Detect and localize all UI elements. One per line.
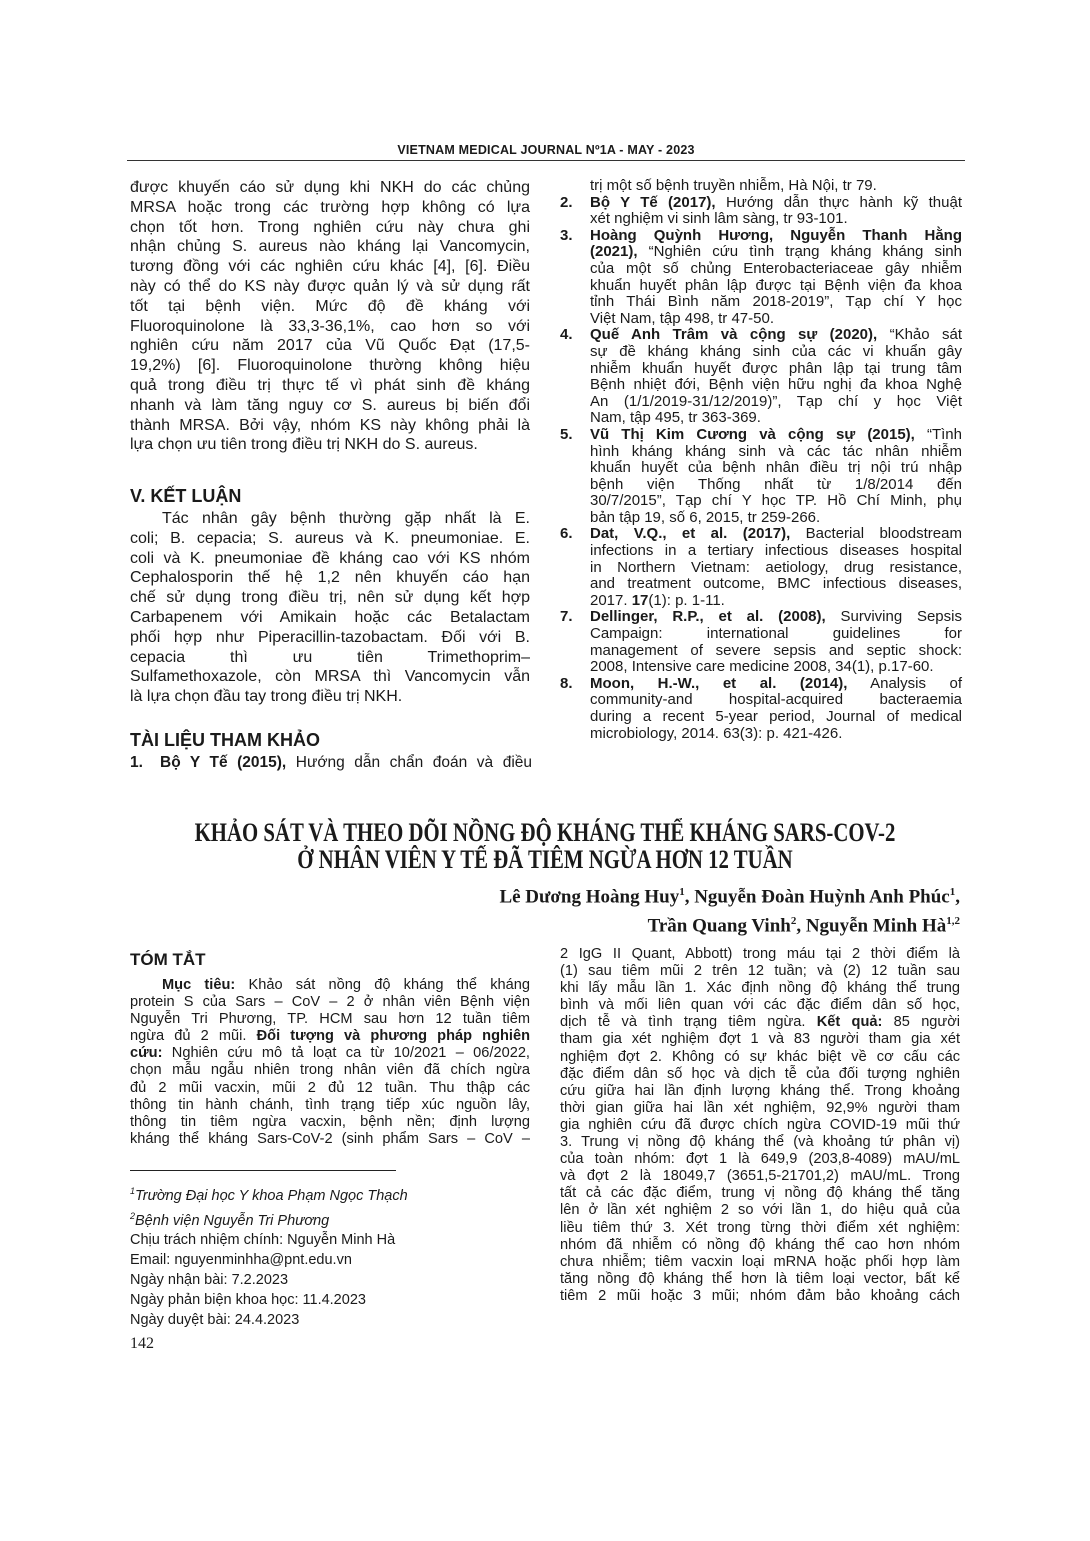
bold-text: Dellinger, R.P., et al. (2008), <box>590 608 826 626</box>
text: Surviving Sepsis <box>825 608 962 626</box>
text-line <box>130 277 530 297</box>
text-line <box>560 1254 960 1271</box>
text: microbiology, 2014. 63(3): p. 421-426. <box>590 724 843 742</box>
text: Nguyễn Tri Phương, TP. HCM sau hơn 12 tuần tiêm <box>130 1011 530 1028</box>
author-affiliation: 1 <box>679 886 685 898</box>
conclusion-paragraph <box>130 509 530 707</box>
text: phối hợp như Piperacillin-tazobactam. Đối với B. <box>130 628 530 646</box>
accepted-date: Ngày duyệt bài: 24.4.2023 <box>130 1312 300 1329</box>
text-line <box>590 510 962 527</box>
text-line <box>590 493 962 510</box>
text-line <box>560 963 960 980</box>
text-line <box>590 311 962 328</box>
text-line <box>130 529 530 549</box>
text: chọn mẫu ngẫu nhiên trong nhân viên đã chích ngừa <box>130 1062 530 1079</box>
references-heading: TÀI LIỆU THAM KHẢO <box>130 730 320 750</box>
text-line <box>130 549 530 569</box>
reference-item <box>560 609 962 675</box>
affiliation-1 <box>130 1182 408 1207</box>
bold-text: Quế Anh Trâm và cộng sự (2020), <box>590 326 878 344</box>
bold-text: Hoàng Quỳnh Hương, Nguyễn Thanh Hằng <box>590 226 962 244</box>
bold-text: Bộ Y Tế (2017), <box>590 193 716 211</box>
affiliation-text: Trường Đại học Y khoa Phạm Ngọc Thạch <box>135 1187 408 1204</box>
footnote-marker: 2 <box>130 1210 136 1221</box>
text-line <box>560 1202 960 1219</box>
bold-text: Dat, V.Q., et al. (2017), <box>590 525 791 543</box>
text-line <box>130 608 530 628</box>
text: An (1/1/2019-31/12/2019)”, Tạp chí y học Việt <box>590 392 962 410</box>
text-line <box>590 344 962 361</box>
text: 19,2%) [6]. Fluoroquinolone thường không hiệu <box>130 357 530 375</box>
text-line <box>590 643 962 660</box>
text: khi lấy mẫu lần 1. Xác định nồng độ kháng thể trung <box>560 980 960 997</box>
text-line <box>590 394 962 411</box>
text: in Northern Vietnam: aetiology, drug resistance, <box>590 558 962 576</box>
text-line <box>590 377 962 394</box>
reference-number: 1. <box>130 754 143 771</box>
text-line <box>560 1031 960 1048</box>
text-line <box>130 237 530 257</box>
text-line <box>560 946 960 963</box>
text: 3. Trung vị nồng độ kháng thể (và khoảng tứ phân vị) <box>560 1134 960 1151</box>
text-line <box>130 667 530 687</box>
text: hình kháng kháng sinh và các tác nhân nhiễm <box>590 442 962 460</box>
email: Email: nguyenminhha@pnt.edu.vn <box>130 1252 352 1269</box>
text-line <box>590 261 962 278</box>
text: bình và mối liên quan với các đặc điểm dân số học, <box>560 997 960 1014</box>
text: MRSA hoặc trong các trường hợp không có lựa <box>130 198 530 216</box>
text-line <box>130 396 530 416</box>
text: khuẩn huyết của bệnh nhân điều trị nội trú nhập <box>590 459 962 477</box>
footnote-rule <box>130 1170 396 1171</box>
text-line <box>590 593 962 610</box>
reference-number: 4. <box>560 326 573 344</box>
text-line <box>130 687 530 707</box>
text-line <box>130 1028 530 1045</box>
abstract-heading: TÓM TẮT <box>130 950 206 969</box>
text-line <box>590 576 962 593</box>
text: thông tin tiêm ngừa vacxin, bệnh nền; định lượng <box>130 1113 530 1130</box>
text: quả trong điều trị thực tế vì phát sinh đề kháng <box>130 376 530 394</box>
reference-number: 5. <box>560 425 573 443</box>
author-name: Lê Dương Hoàng Huy <box>499 886 680 908</box>
text: bệnh viện Thống nhất từ 1/8/2014 đến <box>590 475 962 493</box>
text: protein S của Sars – CoV – 2 ở nhân viên Bệnh viện <box>130 994 530 1011</box>
reference-item <box>560 676 962 742</box>
bold-text: Đối tượng và phương pháp nghiên <box>256 1028 531 1045</box>
discussion-paragraph <box>130 178 530 455</box>
text-line <box>130 628 530 648</box>
text-line <box>560 1014 960 1031</box>
author-list <box>499 880 960 939</box>
reference-1-continued <box>560 178 962 195</box>
text: sự đề kháng kháng sinh của các vi khuẩn gây <box>590 342 962 360</box>
text-line <box>590 228 962 245</box>
text-line <box>590 361 962 378</box>
author-line-1: Lê Dương Hoàng Huy$^1$, Nguyễn Đoàn Huỳnh Anh Phúc$^1$, <box>499 886 960 908</box>
affiliation-text: Bệnh viện Nguyễn Tri Phương <box>135 1212 330 1229</box>
review-date: Ngày phản biện khoa học: 11.4.2023 <box>130 1292 366 1309</box>
text: “Nghiên cứu tình trạng kháng kháng sinh <box>637 243 962 261</box>
text: cepacia thì ưu tiên Trimethoprim– <box>130 648 530 666</box>
text: khuẩn huyết phân lập được tại Bệnh viện đa khoa <box>590 276 962 294</box>
text-line <box>130 1097 530 1114</box>
text-line <box>590 560 962 577</box>
text-line <box>590 244 962 261</box>
reference-number: 8. <box>560 674 573 692</box>
text-line <box>130 198 530 218</box>
bold-text: Kết quả: <box>816 1014 883 1031</box>
text: tất cả các đặc điểm, trung vị nồng độ kháng thể tăng <box>560 1185 960 1202</box>
text: Khảo sát nồng độ kháng thể kháng <box>235 977 530 993</box>
text-line <box>590 195 962 212</box>
text-line <box>130 376 530 396</box>
text: thành MRSA. Bởi vậy, nhóm KS này không phải là <box>130 416 530 434</box>
author-affiliation: 2 <box>790 915 797 928</box>
reference-items <box>560 195 962 743</box>
text: tỉnh Thái Bình năm 2018-2019”, Tạp chí Y học <box>590 293 962 311</box>
author-affiliation: 1,2 <box>946 915 960 928</box>
text: community-and hospital-acquired bacteraemia <box>590 691 962 709</box>
text: Nghiên cứu mô tả loạt ca từ 10/2021 – 06/2022, <box>162 1045 530 1062</box>
text-line <box>560 1151 960 1168</box>
text-line <box>560 1185 960 1202</box>
text: “Tình <box>914 425 962 443</box>
text-line <box>130 1114 530 1131</box>
author-name: Trần Quang Vinh <box>647 915 791 937</box>
received-date: Ngày nhận bài: 7.2.2023 <box>130 1272 289 1289</box>
text-line <box>590 427 962 444</box>
text: (1) sau tiêm mũi 2 trên 12 tuần; và (2) 12 tuần sau <box>560 963 960 980</box>
text: tốt tại bệnh viện. Mức độ đề kháng với <box>130 297 530 315</box>
text-line <box>130 1131 530 1148</box>
text-line <box>590 278 962 295</box>
text-line <box>560 1066 960 1083</box>
text: trị một số bệnh truyền nhiễm, Hà Nội, tr 79. <box>590 177 877 194</box>
text-line <box>590 460 962 477</box>
article-title-line-2: Ở NHÂN VIÊN Y TẾ ĐÃ TIÊM NGỪA HƠN 12 TUẦN <box>297 845 793 874</box>
text: Nam, tập 495, tr 363-369. <box>590 409 761 427</box>
text-line <box>560 997 960 1014</box>
text: Analysis of <box>847 674 962 692</box>
author-affiliation: 1 <box>949 886 956 898</box>
footnotes <box>130 1182 408 1331</box>
reference-item <box>560 427 962 527</box>
text: and treatment outcome, BMC infectious diseases, <box>590 575 962 593</box>
text: chế sử dụng trong điều trị, nên sử dụng kết hợp <box>130 589 530 607</box>
text: xét nghiệm vi sinh lâm sàng, tr 93-101. <box>590 210 848 228</box>
text: dịch tễ và tình trạng tiêm ngừa. <box>560 1014 817 1031</box>
text: nghiệm đợt 2. Không có sự khác biệt về cơ cấu các <box>560 1048 960 1065</box>
reference-list-left <box>130 755 532 772</box>
text-line <box>590 692 962 709</box>
text-line <box>560 1288 960 1305</box>
text-line <box>590 726 962 743</box>
reference-list-right <box>560 178 962 742</box>
text: Carbapenem với Amikain hoặc các Betalactam <box>130 608 530 626</box>
text-line <box>130 317 530 337</box>
text-line <box>590 676 962 693</box>
text-line <box>590 327 962 344</box>
text-line <box>130 648 530 668</box>
text: liều tiêm thứ 3. Xét trong từng thời điểm xét nghiệm: <box>560 1219 960 1236</box>
text: coli; B. cepacia; S. aureus và K. pneumoniae. E. <box>130 529 530 547</box>
bold-text: (2021), <box>590 243 638 261</box>
text: và đợt 2 là 18049,7 (3651,5-21701,2) mAU/mL. Trong <box>560 1168 960 1185</box>
text-line <box>130 1045 530 1062</box>
journal-header: VIETNAM MEDICAL JOURNAL Nº1A - MAY - 2023 <box>397 143 695 157</box>
reference-item <box>560 327 962 427</box>
bold-text: cứu: <box>130 1045 163 1062</box>
text: nghiên cứu năm 2017 của Vũ Quốc Đạt (17,5- <box>130 337 530 355</box>
bold-text: Bộ Y Tế (2015), <box>160 754 287 771</box>
text: Việt Nam, tập 498, tr 47-50. <box>590 309 774 327</box>
text: Bệnh nhiệt đới, Bệnh viện hữu nghị đa khoa Nghệ <box>590 376 962 394</box>
reference-item <box>560 228 962 328</box>
text-line <box>130 416 530 436</box>
text: 2008, Intensive care medicine 2008, 34(1), p.17-60. <box>590 658 934 676</box>
text: nhận chủng S. aureus nào kháng lại Vancomycin, <box>130 238 530 256</box>
text: bản tập 19, số 6, 2015, tr 259-266. <box>590 508 821 526</box>
text: thông tin hành chánh, tình trạng tiếp xúc nguồn lây, <box>130 1096 530 1113</box>
page-number: 142 <box>130 1335 154 1352</box>
responsible-author: Chịu trách nhiệm chính: Nguyễn Minh Hà <box>130 1232 396 1249</box>
text-line <box>130 435 530 455</box>
text: nhanh và làm tăng nguy cơ S. aureus bị biến đổi <box>130 396 530 414</box>
text: chưa nhiễm; tiêm vacxin loại mRNA hoặc phối hợp làm <box>560 1253 960 1270</box>
article-title-line-1: KHẢO SÁT VÀ THEO DÕI NỒNG ĐỘ KHÁNG THỂ KHÁNG SARS-COV-2 <box>194 818 896 847</box>
text-line <box>560 1117 960 1134</box>
bold-text: 17 <box>631 591 649 609</box>
text: chọn tốt hơn. Trong nghiên cứu này chưa ghi <box>130 218 530 236</box>
text-line <box>130 178 530 198</box>
text: management of severe sepsis and septic shock: <box>590 641 962 659</box>
text: nhiễm khuẩn huyết được phân lập tại trung tâm <box>590 359 962 377</box>
conclusion-heading: V. KẾT LUẬN <box>130 486 242 506</box>
text-line <box>560 1083 960 1100</box>
text: Cephalosporin thế hệ 1,2 nên khuyến cáo hạn <box>130 569 530 587</box>
text: lựa chọn ưu tiên trong điều trị NKH do S. aureus. <box>130 436 478 454</box>
affiliation-2 <box>130 1207 408 1232</box>
text: của một số chủng Enterobacteriaceae gây nhiễm <box>590 259 962 277</box>
text: đủ 2 mũi vacxin, mũi 2 đủ 12 tuần. Thu thập các <box>130 1079 530 1096</box>
text-line <box>590 444 962 461</box>
text-line <box>560 1134 960 1151</box>
text-line <box>590 709 962 726</box>
text-line <box>130 356 530 376</box>
text-line <box>130 994 530 1011</box>
text: này có thể do KS này được quản lý và sử dụng rất <box>130 277 530 295</box>
text-line <box>590 543 962 560</box>
bold-text: Vũ Thị Kim Cương và cộng sự (2015), <box>590 425 915 443</box>
text-line <box>130 1080 530 1097</box>
text: Tác nhân gây bệnh thường gặp nhất là E. <box>162 510 530 527</box>
text: được khuyến cáo sử dụng khi NKH do các chủng <box>130 179 530 196</box>
text: tương đồng với các nghiên cứu khác [4], [6]. Điều <box>130 258 530 276</box>
author-name: Nguyễn Đoàn Huỳnh Anh Phúc <box>694 886 950 908</box>
text: Hướng dẫn chẩn đoán và điều <box>286 754 532 771</box>
text: tăng nồng độ kháng thể hơn là tiêm loại vector, bất kể <box>560 1270 960 1287</box>
text: của toàn nhóm: đợt 1 là 649,9 (203,8-4089) mAU/mL <box>560 1151 960 1168</box>
text-line <box>130 509 530 529</box>
text-line <box>130 977 530 994</box>
text: Hướng dẫn thực hành kỹ thuật <box>715 193 962 211</box>
text: Fluoroquinolone là 33,3-36,1%, cao hơn so với <box>130 317 530 335</box>
text-line <box>130 1062 530 1079</box>
text-line <box>590 294 962 311</box>
bold-text: Mục tiêu: <box>162 977 236 993</box>
abstract-left <box>130 977 530 1148</box>
text-line <box>130 257 530 277</box>
author-name: Nguyễn Minh Hà <box>805 915 947 937</box>
reference-item <box>560 526 962 609</box>
text-line <box>590 211 962 228</box>
text: Sulfamethoxazole, còn MRSA thì Vancomycin vẫn <box>130 668 530 686</box>
text: gia nghiên cứu đã được chích ngừa COVID-19 mũi thứ <box>560 1116 960 1133</box>
text: Campaign: international guidelines for <box>590 625 962 643</box>
text: cứu giữa hai lần định lượng kháng thể. Trong khoảng <box>560 1082 960 1099</box>
text-line <box>590 626 962 643</box>
text-line <box>590 410 962 427</box>
text: đặc điểm dân số học và dịch tễ của đối tượng nghiên <box>560 1065 960 1082</box>
text-line <box>130 336 530 356</box>
text-line <box>590 659 962 676</box>
text: ngừa đủ 2 mũi. <box>130 1028 257 1045</box>
text-line <box>590 609 962 626</box>
bold-text: Moon, H.-W., et al. (2014), <box>590 674 848 692</box>
text-line <box>130 568 530 588</box>
text: infections in a tertiary infectious diseases hospital <box>590 542 962 560</box>
text-line <box>560 1100 960 1117</box>
abstract-right <box>560 946 960 1305</box>
text-line <box>130 1011 530 1028</box>
author-line-2: Trần Quang Vinh$^2$, Nguyễn Minh Hà$^{1,2}$ <box>647 915 960 937</box>
text: nhóm đã nhiễm có nồng độ kháng thể cao hơn nhóm <box>560 1236 960 1253</box>
text: lên ở lần xét nghiệm 2 so với lần 1, do hiệu quả của <box>560 1202 960 1219</box>
text-line <box>560 1271 960 1288</box>
text-line <box>590 477 962 494</box>
reference-number: 6. <box>560 525 573 543</box>
text: 85 người <box>882 1014 961 1031</box>
text: 30/7/2015”, Tạp chí Y học TP. Hồ Chí Minh, phụ <box>590 492 962 510</box>
text-line <box>590 178 962 195</box>
text: 2017. <box>590 591 632 609</box>
text-line <box>590 526 962 543</box>
text-line <box>130 297 530 317</box>
reference-item <box>130 755 532 772</box>
text-line <box>130 588 530 608</box>
text: tiêm 2 mũi hoặc 3 mũi; nhóm đảm bảo khoảng cách <box>560 1287 960 1304</box>
reference-number: 3. <box>560 226 573 244</box>
text: 2 IgG II Quant, Abbott) trong máu tại 2 thời điểm là <box>560 946 960 962</box>
text: thời gian giữa hai lần xét nghiệm, 92,9% người tham <box>560 1099 960 1116</box>
reference-item <box>560 195 962 228</box>
text-line <box>560 980 960 997</box>
text: (1): p. 1-11. <box>648 591 725 609</box>
header-rule <box>127 160 965 161</box>
text: tham gia xét nghiệm đợt 1 và 83 người tham gia xét <box>560 1031 960 1048</box>
text-line <box>130 218 530 238</box>
text-line <box>560 1220 960 1237</box>
text: là lựa chọn đầu tay trong điều trị NKH. <box>130 688 403 706</box>
text-line <box>160 755 532 772</box>
text-line <box>560 1168 960 1185</box>
text: kháng thể kháng Sars-CoV-2 (sinh phẩm Sars – CoV – <box>130 1130 530 1147</box>
text: coli và K. pneumoniae đề kháng cao với KS nhóm <box>130 549 530 567</box>
footnote-marker: 1 <box>130 1186 136 1196</box>
text-line <box>560 1237 960 1254</box>
text: “Khảo sát <box>877 326 962 344</box>
text-line <box>560 1049 960 1066</box>
reference-number: 2. <box>560 193 573 211</box>
text: during a recent 5-year period, Journal of medical <box>590 708 962 725</box>
reference-number: 7. <box>560 608 573 626</box>
text: Bacterial bloodstream <box>790 525 962 543</box>
